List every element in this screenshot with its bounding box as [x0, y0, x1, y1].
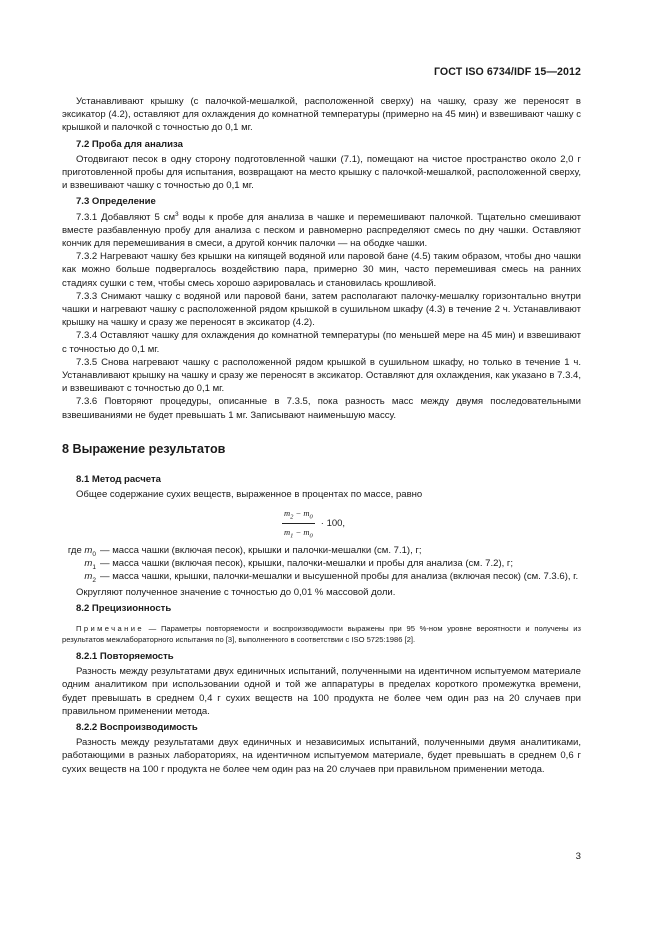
note-label: Примечание [76, 623, 144, 633]
paragraph-8-2-2: Разность между результатами двух единичных и независимых испытаний, полученными двумя аналитиками, работающими в разных лабораториях, на идентичном испытуемом материале, будет превышать в среднем 0,6 г сухих веществ на 100 г продукта не более чем один раз на 20 случаев при правильном применении метода. [62, 737, 581, 775]
cubic-superscript: 3 [175, 210, 179, 218]
paragraph-7-3-2: 7.3.2 Нагревают чашку без крышки на кипящей водяной или паровой бане (4.5) таким образом, чтобы дно чашки как можно больше подвергалось воздействию пара, примерно 30 мин, часто перемешивая смесь на ранних стадиях сушки с тем, чтобы смесь хорошо аэрировалась и становилась крошливой. [62, 251, 581, 289]
paragraph-7-3-1-start: 7.3.1 Добавляют 5 см [76, 211, 176, 223]
section-8-title: 8 Выражение результатов [62, 441, 226, 456]
paragraph-7-3-1 [62, 211, 581, 251]
formula-numerator: $m_2 - m_0$ [282, 507, 315, 523]
paragraph-7-3-6: 7.3.6 Повторяют процедуры, описанные в 7.3.5, пока разность масс между двумя последовательными взвешиваниями не будет превышать 1 мг. Записывают наименьшую массу. [62, 396, 581, 421]
paragraph-7-3-3: 7.3.3 Снимают чашку с водяной или паровой бани, затем располагают палочку-мешалку горизонтально внутри чашки и нагревают чашку с расположенной рядом крышкой в сушильном шкафу (4.3) в течение 2 ч. Устанавливают крышку на чашку и сразу же переносят в эксикатор (4.2). [62, 290, 581, 329]
heading-8-2: 8.2 Прецизионность [76, 602, 172, 614]
heading-7-3: 7.3 Определение [76, 196, 156, 208]
heading-7-2: 7.2 Проба для анализа [76, 138, 183, 150]
paragraph-7-3-4: 7.3.4 Оставляют чашку для охлаждения до комнатной температуры (по меньшей мере на 45 мин) и взвешивают с точностью до 0,1 мг. [62, 330, 581, 355]
paragraph-rounding: Округляют полученное значение с точностью до 0,01 % массовой доли. [76, 586, 396, 598]
definition-m0: где $m_0$ — масса чашки (включая песок), крышки и палочки-мешалки (см. 7.1), г; [67, 544, 422, 558]
precision-note [62, 623, 581, 646]
variable-definitions [62, 544, 581, 584]
paragraph-8-1: Общее содержание сухих веществ, выраженное в процентах по массе, равно [76, 489, 423, 501]
dry-matter-formula [282, 507, 581, 538]
paragraph-8-2-1: Разность между результатами двух единичных испытаний, полученными на идентичном испытуемом материале одним аналитиком при использовании одной и той же аппаратуры в пределах короткого промежутка времени, будет превышать в среднем 0,4 г сухих веществ на 100 продукта не более чем один раз на 20 случаев при правильном применении метода. [62, 666, 581, 717]
heading-8-1: 8.1 Метод расчета [76, 474, 161, 486]
paragraph-intro: Устанавливают крышку (с палочкой-мешалкой, расположенной сверху) на чашку, сразу же переносят в эксикатор (4.2), оставляют для охлаждения до комнатной температуры (примерно на 45 мин) и взвешивают чашку с крышкой и палочкой с точностью до 0,1 мг. [62, 96, 581, 134]
paragraph-7-2: Отодвигают песок в одну сторону подготовленной чашки (7.1), помещают на чистое пространство около 2,0 г приготовленной пробы для испытания, возвращают на место крышку с палочкой-мешалкой, расположенной сверху, и взвешивают чашку с точностью до 0,1 мг. [62, 153, 581, 192]
formula-fraction [282, 507, 315, 538]
document-header: ГОСТ ISO 6734/IDF 15—2012 [433, 66, 581, 78]
page-number: 3 [575, 851, 581, 862]
heading-8-2-1: 8.2.1 Повторяемость [76, 650, 174, 662]
paragraph-7-3-1-end: воды к пробе для анализа в чашке и перемешивают палочкой. Тщательно смешивают вместе разбавленную пробу для анализа с песком и равномерно распределяют смесь по дну чашки. Оставляют кончик для перемешивания в смеси, а другой кончик палочки — на ободке чашки. [62, 211, 581, 250]
formula-multiplier: · 100, [320, 517, 346, 529]
definition-m1: $m_1$ — масса чашки (включая песок), крышки, палочки-мешалки и пробы для анализа (см. 7.2), г; [84, 558, 514, 571]
definition-m2: $m_2$ — масса чашки, крышки, палочки-мешалки и высушенной пробы для анализа (включая песок) (см. 7.3.6), г. [84, 571, 579, 585]
formula-denominator: $m_1 - m_0$ [284, 526, 313, 540]
paragraph-7-3-5: 7.3.5 Снова нагревают чашку с расположенной рядом крышкой в сушильном шкафу, но только в течение 1 ч. Устанавливают крышку на чашку и сразу же переносят в эксикатор. Оставляют для охлаждения, как указано в 7.3.4, и взвешивают с точностью до 0,1 мг. [62, 356, 581, 395]
note-text: — Параметры повторяемости и воспроизводимости выражены при 95 %-ном уровне вероятности и получены из результатов межлабораторного испытания по [3], выполненного в соответствии с ISO 5725:1986 [2]. [62, 623, 581, 645]
heading-8-2-2: 8.2.2 Воспроизводимость [76, 721, 198, 733]
document-body [62, 95, 581, 776]
